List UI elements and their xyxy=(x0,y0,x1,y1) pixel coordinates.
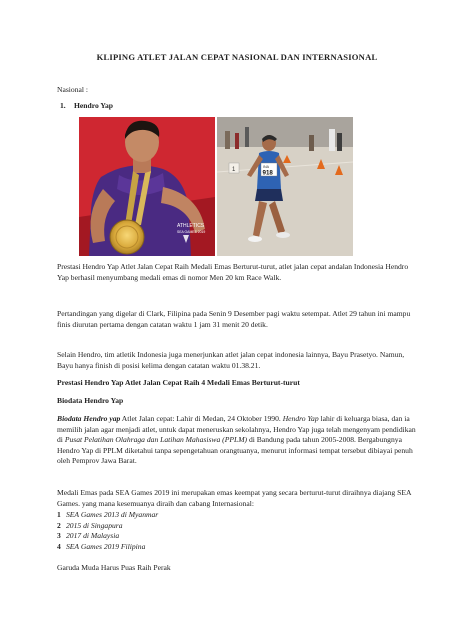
heading-achievement: Prestasi Hendro Yap Atlet Jalan Cepat Raih 4 Medali Emas Berturut-turut xyxy=(57,378,300,387)
medal-paragraph xyxy=(57,488,419,509)
athlete-name: Hendro Yap xyxy=(74,101,114,110)
paragraph-3 xyxy=(57,350,419,371)
heading-biodata: Biodata Hendro Yap xyxy=(57,396,124,405)
bib-top: INA xyxy=(263,165,269,169)
section-label: Nasional : xyxy=(57,85,89,94)
medal-list xyxy=(57,510,158,552)
athlete-number: 1. xyxy=(60,101,66,110)
medal-paragraph-text: Medali Emas pada SEA Games 2019 ini merupakan emas keempat yang secara berturut-turut diraihnya diajang SEA Games. yang mana kesemuanya diraih dan cabang Internasional: xyxy=(57,488,412,508)
biodata-text-1: Atlet Jalan cepat: Lahir di Medan, 24 Oktober 1990. xyxy=(120,414,283,423)
race-walk-photo xyxy=(217,117,353,256)
document-title: KLIPING ATLET JALAN CEPAT NASIONAL DAN INTERNASIONAL xyxy=(96,52,378,62)
closing-line: Garuda Muda Harus Puas Raih Perak xyxy=(57,563,171,572)
biodata-text-3: di Bandung pada tahun 2005-2008. Bergabungnya Hendro Yap di PPLM diketahui tanpa sepengetahuan orangtuanya, menurut informasi tempat tersebut dibiayai penuh oleh Pemprov Jawa Barat. xyxy=(57,435,413,466)
list-item: 4 SEA Games 2019 Filipina xyxy=(57,541,146,551)
biodata-name: Hendro Yap xyxy=(282,414,319,423)
biodata-paragraph xyxy=(57,414,419,467)
paragraph-1-text: Prestasi Hendro Yap Atlet Jalan Cepat Raih Medali Emas Berturut-turut, atlet jalan cepat andalan Indonesia Hendro Yap berhasil menyumbang medali emas di nomor Men 20 km Race Walk. xyxy=(57,262,409,282)
paragraph-1 xyxy=(57,262,419,283)
biodata-text-2: lahir di keluarga biasa, dan ia memilih jalan agar menjadi atlet, untuk dapat meneruskan sekolahnya, Hendro Yap juga telah mengenyam pendidikan di xyxy=(57,414,416,445)
list-item: 2 2015 di Singapura xyxy=(57,520,123,530)
paragraph-2-text: Pertandingan yang digelar di Clark, Filipina pada Senin 9 Desember pagi waktu setempat. Atlet 29 tahun ini mampu finis diurutan pertama dengan catatan waktu 1 jam 31 menit 20 detik. xyxy=(57,309,411,329)
paragraph-2 xyxy=(57,309,419,330)
race-walk-image xyxy=(217,117,353,256)
list-item: 1 SEA Games 2013 di Myanmar xyxy=(57,510,159,519)
athlete-heading xyxy=(60,101,113,110)
paragraph-3-text: Selain Hendro, tim atletik Indonesia juga menerjunkan atlet jalan cepat indonesia lainnya, Bayu Prasetyo. Namun, Bayu hanya finish di posisi kelima dengan catatan waktu 01.38.21. xyxy=(57,350,405,370)
photo-badge-text: ATHLETICS xyxy=(177,223,205,229)
list-item: 3 2017 di Malaysia xyxy=(57,531,120,541)
lane-sign: 1 xyxy=(232,167,236,173)
bib-number: 918 xyxy=(262,169,273,177)
athlete-portrait-photo xyxy=(79,117,215,256)
biodata-school: Pusat Pelatihan Olahraga dan Latihan Mahasiswa (PPLM) xyxy=(64,435,248,445)
biodata-label: Biodata Hendro yap xyxy=(57,414,121,423)
athlete-portrait-image xyxy=(79,117,215,256)
photo-badge-subtext: SEA GAMES 2019 xyxy=(177,230,206,234)
